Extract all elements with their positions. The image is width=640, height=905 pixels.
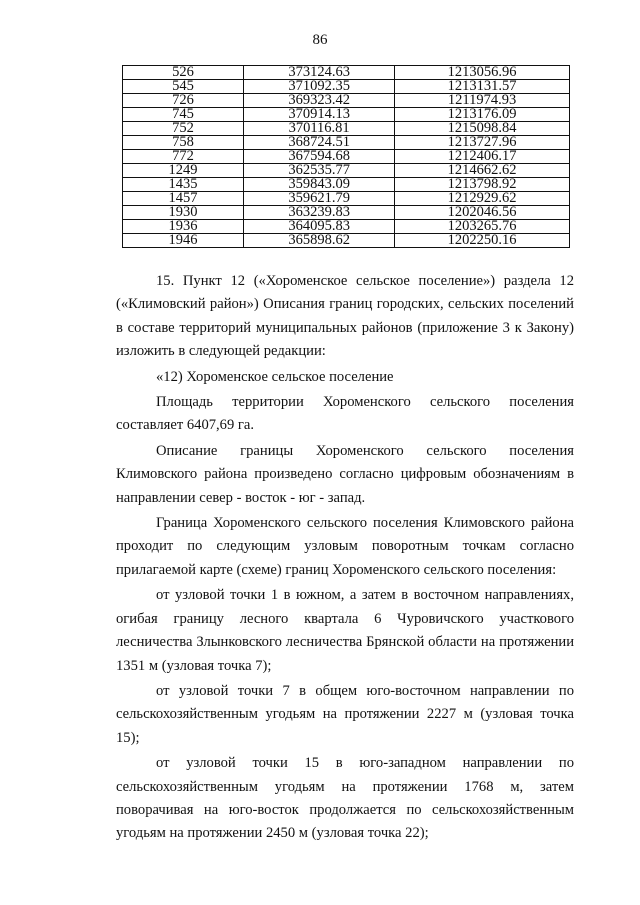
x-coordinate-cell: 362535.77 bbox=[244, 164, 395, 178]
paragraph-segment-1-7: от узловой точки 1 в южном, а затем в восточном направлениях, огибая границу лесного квартала 6 Чуровичского участкового лесничества Злынковского лесничества Брянской области на протяжении 1351 м (узловая точка 7); bbox=[116, 587, 574, 674]
y-coordinate-cell: 1202046.56 bbox=[395, 206, 570, 220]
y-coordinate-cell: 1213131.57 bbox=[395, 80, 570, 94]
paragraph-amendment-15: 15. Пункт 12 («Хороменское сельское поселение») раздела 12 («Климовский район») Описания границ городских, сельских поселений в составе территорий муниципальных районов (приложение 3 к Закону) изложить в следующей редакции: bbox=[116, 273, 574, 360]
x-coordinate-cell: 370914.13 bbox=[244, 108, 395, 122]
x-coordinate-cell: 370116.81 bbox=[244, 122, 395, 136]
paragraph-boundary-intro: Граница Хороменского сельского поселения Климовского района проходит по следующим узловым поворотным точкам согласно прилагаемой карте (схеме) границ Хороменского сельского поселения: bbox=[116, 515, 574, 578]
table-row bbox=[123, 234, 570, 248]
x-coordinate-cell: 365898.62 bbox=[244, 234, 395, 248]
point-number-cell: 1946 bbox=[123, 234, 244, 248]
document-body bbox=[116, 270, 574, 846]
point-number-cell: 1249 bbox=[123, 164, 244, 178]
coordinates-table-body bbox=[123, 66, 570, 248]
y-coordinate-cell: 1211974.93 bbox=[395, 94, 570, 108]
paragraph-settlement-heading: «12) Хороменское сельское поселение bbox=[156, 368, 394, 385]
coordinates-table bbox=[122, 65, 570, 248]
point-number-cell: 1435 bbox=[123, 178, 244, 192]
x-coordinate-cell: 359843.09 bbox=[244, 178, 395, 192]
point-number-cell: 772 bbox=[123, 150, 244, 164]
y-coordinate-cell: 1214662.62 bbox=[395, 164, 570, 178]
x-coordinate-cell: 367594.68 bbox=[244, 150, 395, 164]
y-coordinate-cell: 1213798.92 bbox=[395, 178, 570, 192]
x-coordinate-cell: 369323.42 bbox=[244, 94, 395, 108]
x-coordinate-cell: 359621.79 bbox=[244, 192, 395, 206]
paragraph-description-order: Описание границы Хороменского сельского поселения Климовского района произведено согласно цифровым обозначениям в направлении север - восток - юг - запад. bbox=[116, 442, 574, 506]
y-coordinate-cell: 1213727.96 bbox=[395, 136, 570, 150]
y-coordinate-cell: 1203265.76 bbox=[395, 220, 570, 234]
paragraph-segment-7-15: от узловой точки 7 в общем юго-восточном направлении по сельскохозяйственным угодьям на протяжении 2227 м (узловая точка 15); bbox=[116, 682, 574, 746]
point-number-cell: 745 bbox=[123, 108, 244, 122]
point-number-cell: 526 bbox=[123, 66, 244, 80]
y-coordinate-cell: 1213176.09 bbox=[395, 108, 570, 122]
point-number-cell: 726 bbox=[123, 94, 244, 108]
point-number-cell: 1936 bbox=[123, 220, 244, 234]
point-number-cell: 545 bbox=[123, 80, 244, 94]
point-number-cell: 1457 bbox=[123, 192, 244, 206]
y-coordinate-cell: 1215098.84 bbox=[395, 122, 570, 136]
x-coordinate-cell: 371092.35 bbox=[244, 80, 395, 94]
page-number: 86 bbox=[312, 32, 328, 48]
y-coordinate-cell: 1212929.62 bbox=[395, 192, 570, 206]
x-coordinate-cell: 363239.83 bbox=[244, 206, 395, 220]
x-coordinate-cell: 373124.63 bbox=[244, 66, 395, 80]
paragraph-segment-15-22: от узловой точки 15 в юго-западном направлении по сельскохозяйственным угодьям на протяжении 1768 м, затем поворачивая на юго-восток продолжается по сельскохозяйственным угодьям на протяжении 2450 м (узловая точка 22); bbox=[116, 755, 574, 842]
y-coordinate-cell: 1213056.96 bbox=[395, 66, 570, 80]
y-coordinate-cell: 1202250.16 bbox=[395, 234, 570, 248]
point-number-cell: 1930 bbox=[123, 206, 244, 220]
point-number-cell: 758 bbox=[123, 136, 244, 150]
x-coordinate-cell: 364095.83 bbox=[244, 220, 395, 234]
paragraph-area: Площадь территории Хороменского сельского поселения составляет 6407,69 га. bbox=[116, 394, 574, 434]
y-coordinate-cell: 1212406.17 bbox=[395, 150, 570, 164]
x-coordinate-cell: 368724.51 bbox=[244, 136, 395, 150]
point-number-cell: 752 bbox=[123, 122, 244, 136]
